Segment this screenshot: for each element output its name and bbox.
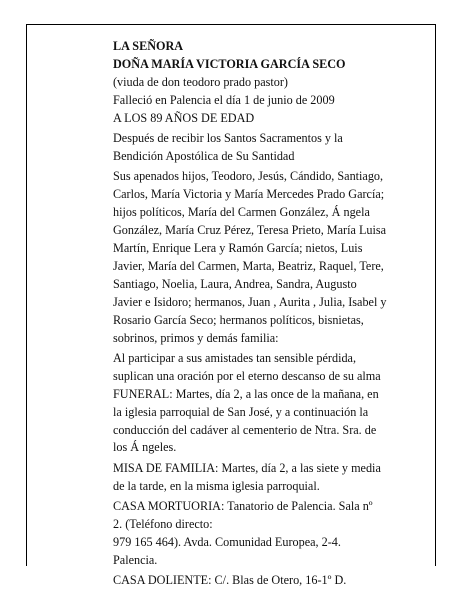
funeral-line: la iglesia parroquial de San José, y a continuación la [113,404,369,419]
sacraments-line: Después de recibir los Santos Sacramentos y la [113,131,343,146]
funeral-home-line: 2. (Teléfono directo: [113,517,213,532]
death-date [113,92,413,110]
sacraments-paragraph [113,130,413,166]
funeral-home-line: Palencia. [113,552,158,567]
family-line: Javier, María del Carmen, Marta, Beatriz, Raquel, Tere, [113,258,384,273]
request-line: Al participar a sus amistades tan sensible pérdida, [113,350,357,365]
header-line: LA SEÑORA [113,39,184,53]
funeral-home-line: CASA MORTUORIA: Tanatorio de Palencia. Sala nº [113,499,373,514]
death-line: Falleció en Palencia el día 1 de junio de 2009 [113,92,335,107]
age-line: A LOS 89 AÑOS DE EDAD [113,110,255,125]
family-line: Rosario García Seco; hermanos políticos, bisnietas, [113,312,364,327]
widow-line: (viuda de don teodoro prado pastor) [113,74,288,89]
family-line: Javier e Isidoro; hermanos, Juan , Aurita , Julia, Isabel y [113,294,387,309]
funeral-line: los Á ngeles. [113,440,177,455]
prayer-request-paragraph [113,350,413,386]
funeral-home-paragraph [113,498,413,570]
funeral-line: FUNERAL: Martes, día 2, a las once de la mañana, en [113,386,379,401]
funeral-paragraph [113,386,413,458]
sacraments-line: Bendición Apostólica de Su Santidad [113,148,295,163]
family-line: Sus apenados hijos, Teodoro, Jesús, Cándido, Santiago, [113,169,384,184]
mourning-house-line: CASA DOLIENTE: C/. Blas de Otero, 16-1º D. [113,573,347,588]
widow-note [113,74,413,92]
mass-line: MISA DE FAMILIA: Martes, día 2, a las siete y media [113,460,381,475]
family-paragraph [113,168,413,347]
age-at-death [113,110,413,128]
family-line: Santiago, Noelia, Laura, Andrea, Sandra, Augusto [113,276,357,291]
family-line: hijos políticos, María del Carmen González, Á ngela [113,205,370,220]
funeral-line: conducción del cadáver al cementerio de Ntra. Sra. de [113,422,377,437]
family-line: González, María Cruz Pérez, Teresa Prieto, María Luisa [113,223,387,238]
mourning-house-paragraph [113,572,413,590]
family-line: Carlos, María Victoria y María Mercedes Prado García; [113,187,385,202]
funeral-home-line: 979 165 464). Avda. Comunidad Europea, 2-4. [113,534,341,549]
family-line: sobrinos, primos y demás familia: [113,330,279,345]
deceased-name: DOÑA MARÍA VICTORIA GARCÍA SECO [113,56,346,71]
family-line: Martín, Enrique Lera y Ramón García; nietos, Luis [113,240,363,255]
deceased-header [113,38,413,74]
request-line: suplican una oración por el eterno descanso de su alma [113,368,381,383]
family-mass-paragraph [113,460,413,496]
mass-line: de la tarde, en la misma iglesia parroquial. [113,478,320,493]
obituary-notice [113,38,413,590]
